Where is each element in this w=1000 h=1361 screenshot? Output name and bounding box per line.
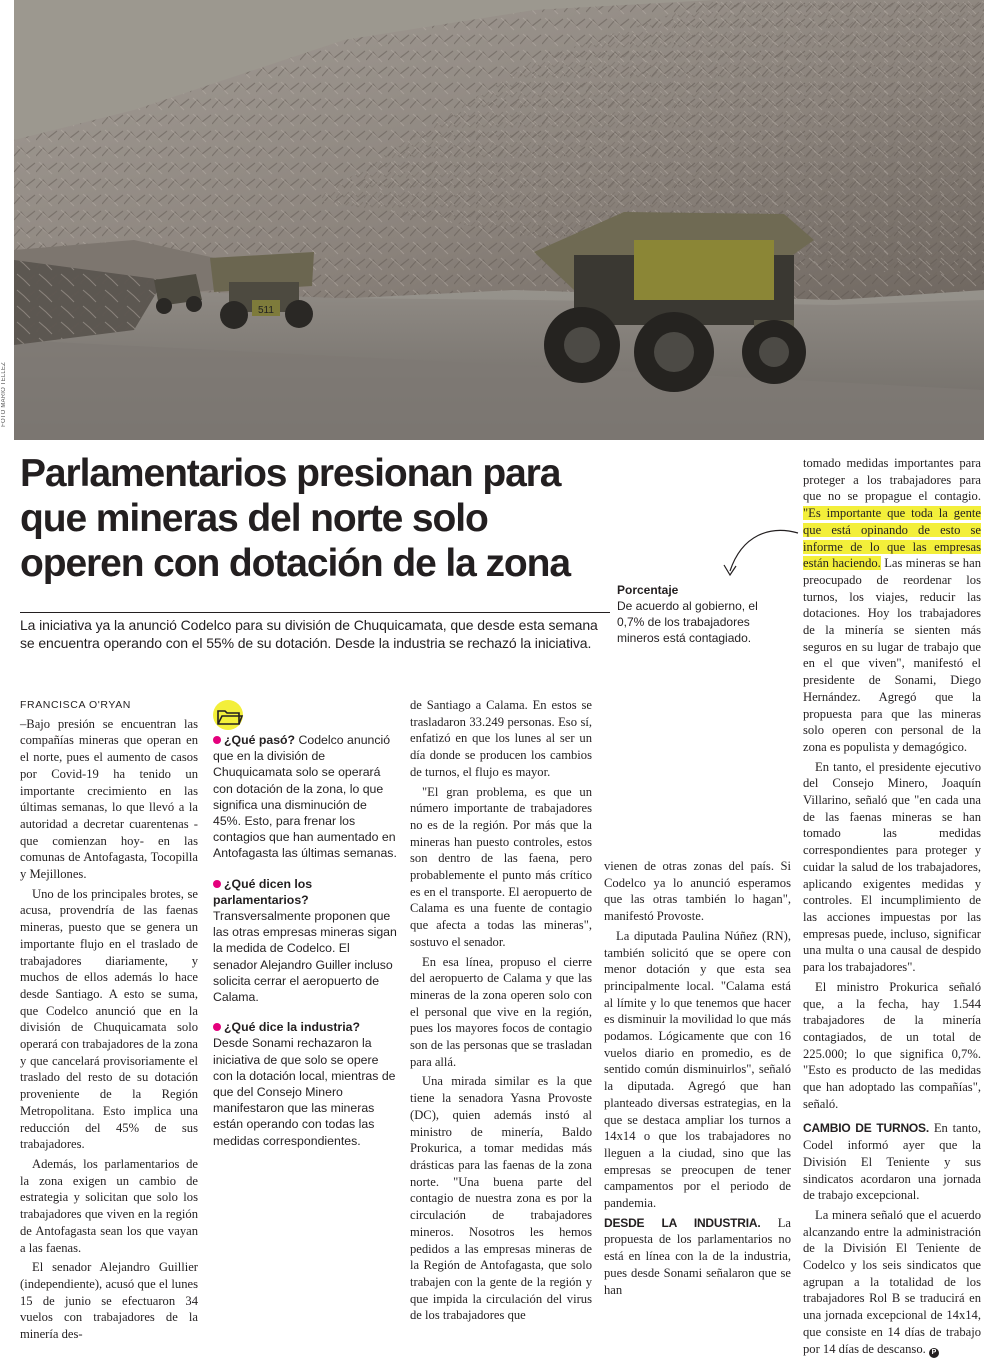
question-label: ¿Qué dice la industria? xyxy=(224,1020,360,1035)
paragraph xyxy=(803,455,981,756)
qa-what-industry-says xyxy=(213,1019,397,1149)
byline: FRANCISCA O'RYAN xyxy=(20,699,131,711)
paragraph: "El gran problema, es que un número importante de trabajadores no es de la región. Por más que la mineras han puesto controles, estos son dentro de las faena, pero probablemente el punto más crítico es en el transporte. El aeropuerto de Calama es una fuente de contagio que afecta a todas las mineras", sostuvo el senador. xyxy=(410,784,592,949)
paragraph: de Santiago a Calama. En estos se trasladaron 33.249 personas. Eso sí, enfatizó en que los lunes al ser un día donde se producen los cambios de turnos, el flujo es mayor. xyxy=(410,698,592,779)
paragraph: El ministro Prokurica señaló que, a la fecha, hay 1.544 trabajadores de la minería contagiados, de un total de 225.000; lo que significa 0,7%. "Esto es producto de las medidas que han adoptado las compañías", señaló. xyxy=(803,979,981,1111)
paragraph: Además, los parlamentarios de la zona exigen un cambio de estrategia y solicitan que solo los trabajadores que viven en la región de Antofagasta sean los que vayan a las faenas. xyxy=(20,1156,198,1255)
article-column-3 xyxy=(410,697,592,1327)
folder-icon xyxy=(217,708,243,726)
end-mark-icon: P xyxy=(929,1348,939,1358)
paragraph: La diputada Paulina Núñez (RN), también solicitó que se opere con menor dotación y que esta sea principalmente local. "Calama está al límite y lo que tenemos que hacer es disminuir la movilidad lo que más podamos. Lógicamente que con 16 vuelos diario en promedio, es de sentido común disminuirlos", señaló la diputada. Agregó que han planteado diversas estrategias, en la que se destaca ampliar los turnos a 14x14 o que los trabajadores no lleguen a la ciudad, sino que las empresas se preocupen de tener campamentos por el periodo de pandemia. xyxy=(604,928,791,1211)
highlighted-quote: "Es importante que toda la gente que está opinando de esto se informe de lo que las empresas están haciendo. xyxy=(803,506,981,571)
paragraph: El senador Alejandro Guillier (independiente), acusó que el lunes 15 de junio se efectuaron 34 vuelos con trabajadores de la minería des- xyxy=(20,1260,198,1342)
paragraph-text: En tanto, Codel informó ayer que la División El Teniente y sus sindicatos acordaron una jornada de trabajo excepcional. xyxy=(803,1121,981,1203)
article-column-1 xyxy=(20,697,198,1346)
qa-what-happened xyxy=(213,732,397,862)
sidebar-qa-box xyxy=(213,700,397,1163)
photo-credit: FOTO MARIO TELLEZ xyxy=(1,362,7,427)
section-runin: DESDE LA INDUSTRIA. xyxy=(604,1215,761,1230)
paragraph-text: La propuesta de los parlamentarios no está en línea con la de la industria, pues desde Sonami señalaron que se han xyxy=(604,1215,791,1297)
paragraph-text: La minera señaló que el acuerdo alcanzando entre la administración de la División El Teniente de Codelco y los seis sindicatos que agrupan a la totalidad de los trabajadores Rol B se traducirá en una jornada excepcional de 14x14, que consiste en 14 días de trabajo por 14 días de descanso. xyxy=(803,1207,981,1356)
paragraph: En esa línea, propuso el cierre del aeropuerto de Calama y que las mineras de la zona operen solo con el personal que vive en la región, pues los mayores focos de contagio son de las personas que se trasladan para allá. xyxy=(410,954,592,1069)
paragraph-shift-change xyxy=(803,1120,981,1204)
paragraph-text: tomado medidas importantes para proteger a los trabajadores para que no se propague el contagio. xyxy=(803,456,981,504)
answer-text: Transversalmente proponen que las otras empresas mineras sigan la medida de Codelco. El senador Alejandro Guiller incluso solicita cerrar el aeropuerto de Calama. xyxy=(213,909,397,1005)
section-runin: CAMBIO DE TURNOS. xyxy=(803,1121,929,1136)
subheadline: La iniciativa ya la anunció Codelco para su división de Chuquicamata, que desde esta semana se encuentra operando con el 55% de su dotación. Desde la industria se rechazó la iniciativa. xyxy=(20,612,610,652)
bullet-icon xyxy=(213,880,221,888)
paragraph: vienen de otras zonas del país. Si Codelco ya lo anunció esperamos que las otras también lo hagan", manifestó Provoste. xyxy=(604,859,791,924)
mining-trucks-photo xyxy=(14,0,984,440)
folder-badge xyxy=(213,700,253,730)
article-column-5 xyxy=(803,455,981,1361)
paragraph: Una mirada similar es la que tiene la senadora Yasna Provoste (DC), quien además instó al ministro de minería, Baldo Prokurica, a tomar medidas más drásticas para las faenas de la zona norte. "Una buena parte del contagio de nuestra zona es por la circulación de trabajadores mineros. Nosotros les hemos pedidos a las empresas mineras de la Región de Antofagasta, que solo trabajen con la gente de la región y que impida la circulación del virus de los trabajadores que xyxy=(410,1074,592,1323)
percentage-callout xyxy=(617,582,767,646)
bullet-icon xyxy=(213,1023,221,1031)
answer-text: Desde Sonami rechazaron la iniciativa de que solo se opere con la dotación local, mientras de que del Consejo Minero manifestaron que las mineras están operando con todas las medidas correspondientes. xyxy=(213,1036,396,1148)
answer-text: Codelco anunció que en la división de Chuquicamata solo se operará con dotación de la zona, lo que significa una disminución de 45%. Esto, para frenar los contagios que han aumentado en Antofagasta las últimas semanas. xyxy=(213,733,397,861)
paragraph: Uno de los principales brotes, se acusa, provendría de las faenas mineras, puesto que se genera un importante flujo en el traslado de trabajadores diariamente, y muchos de ellos además lo hace desde Santiago. A esto se suma, que Codelco anunció que en la división de Chuquicamata solo operará con trabajadores de la zona y que cancelará provisoriamente el traslado del resto de su dotación proveniente de la Región Metropolitana. Esto implica una reducción del 45% de sus trabajadores. xyxy=(20,886,198,1152)
paragraph xyxy=(803,1207,981,1358)
question-label: ¿Qué pasó? xyxy=(224,733,296,747)
article-column-4 xyxy=(604,858,791,1301)
paragraph-industry xyxy=(604,1215,791,1299)
callout-body: De acuerdo al gobierno, el 0,7% de los trabajadores mineros está contagiado. xyxy=(617,599,758,645)
bullet-icon xyxy=(213,736,221,744)
headline: Parlamentarios presionan para que mineras del norte solo operen con dotación de la zona xyxy=(20,452,570,585)
callout-arrow-icon xyxy=(720,525,800,585)
photo-illustration xyxy=(14,0,984,440)
paragraph: En tanto, el presidente ejecutivo del Consejo Minero, Joaquín Villarino, señaló que "en cada una de las faenas mineras se han tomado las medidas correspondientes para proteger y cuidar la salud de los trabajadores, aplicando exigentes medidas y controles. El incumplimiento de las acciones impuestas por las empresas puede, incluso, significar una multa o una causal de despido para los trabajadores". xyxy=(803,759,981,975)
paragraph: –Bajo presión se encuentran las compañías mineras que operan en el norte, pues el aumento de casos por Covid-19 ha tenido un importante crecimiento en las últimas semanas, lo que llevó a la autoridad a decretar cuarentenas -que comienzan hoy- en las comunas de Antofagasta, Tocopilla y Mejillones. xyxy=(20,716,198,882)
truck-number-511: 511 xyxy=(258,305,274,316)
callout-title: Porcentaje xyxy=(617,583,679,597)
qa-what-parliamentarians-say xyxy=(213,876,397,1006)
question-label: ¿Qué dicen los parlamentarios? xyxy=(213,876,313,907)
paragraph-text: Las mineras se han preocupado de reordenar los turnos, los viajes, reducir las dotaciones. Hoy los trabajadores de la minería se sienten más seguros en su lugar de trabajo que en el que viven", manifestó el presidente de Sonami, Diego Hernández. Agregó que la propuesta para que las mineras solo operen con personal de la zona es populista y demagógico. xyxy=(803,556,981,754)
